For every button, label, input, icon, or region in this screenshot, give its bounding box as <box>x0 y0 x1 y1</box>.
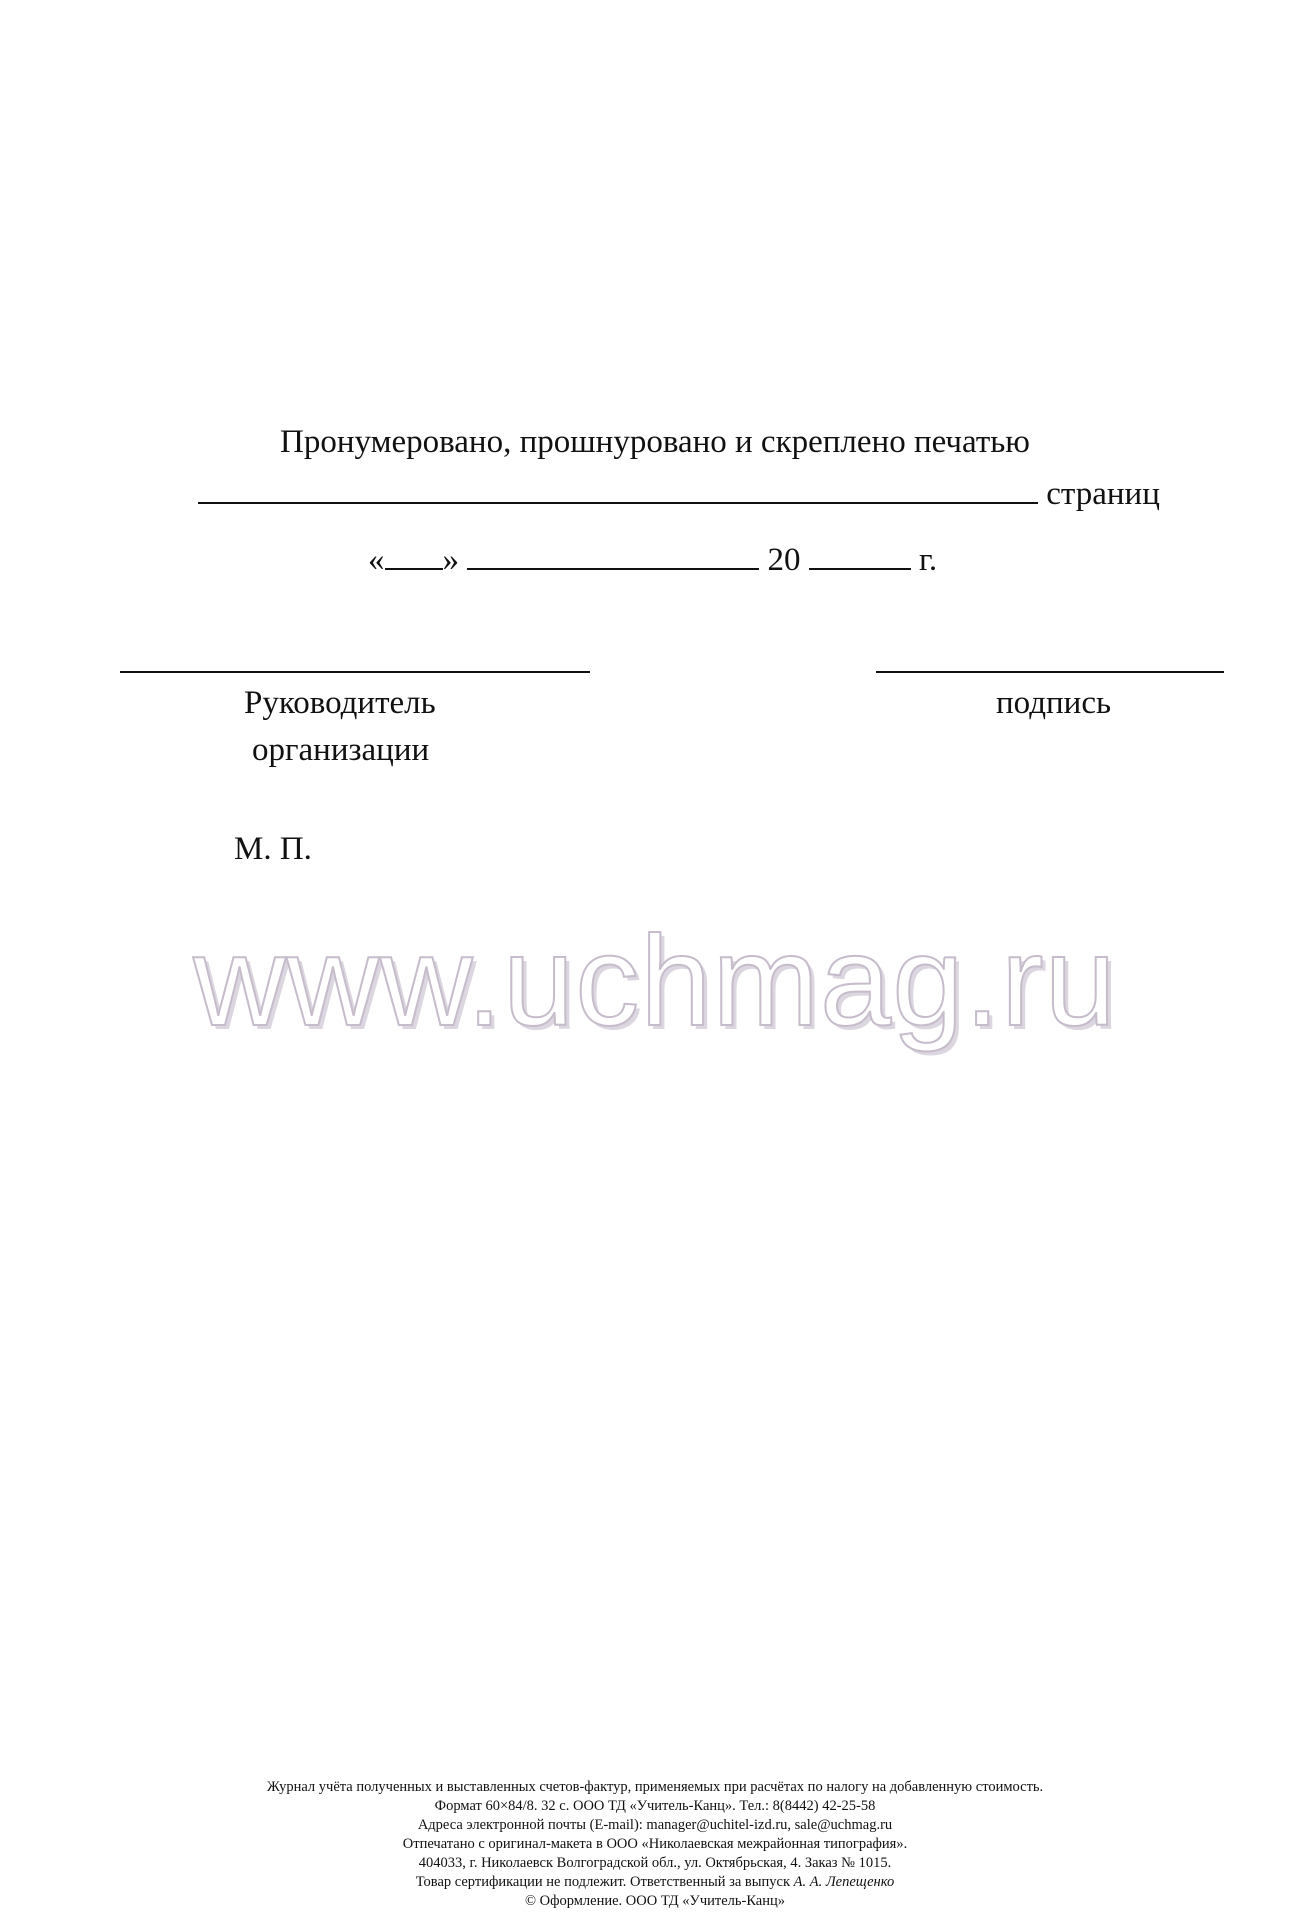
imprint-block <box>0 1778 1310 1911</box>
year-blank <box>809 538 911 570</box>
certification-heading: Пронумеровано, прошнуровано и скреплено печатью <box>280 424 1030 460</box>
signature-line <box>876 671 1224 673</box>
head-label-line1: Руководитель <box>244 685 436 721</box>
head-signature-line <box>120 671 590 673</box>
stamp-place-label: М. П. <box>234 831 312 867</box>
date-line <box>368 538 937 580</box>
imprint-line: © Оформление. ООО ТД «Учитель-Канц» <box>524 1893 786 1909</box>
date-close-quote: » <box>442 542 459 578</box>
year-suffix: г. <box>919 542 938 578</box>
imprint-line: 404033, г. Николаевск Волгоградской обл., ул. Октябрьская, 4. Заказ № 1015. <box>418 1855 892 1871</box>
month-blank <box>467 538 759 570</box>
imprint-line: Журнал учёта полученных и выставленных счетов-фактур, применяемых при расчётах по налогу на добавленную стоимость. <box>266 1779 1044 1795</box>
imprint-line <box>0 1873 1310 1892</box>
imprint-line: Отпечатано с оригинал-макета в ООО «Николаевская межрайонная типография». <box>402 1836 908 1852</box>
day-blank <box>385 538 443 570</box>
year-prefix: 20 <box>767 542 801 578</box>
imprint-responsible-name: А. А. Лепещенко <box>793 1874 895 1890</box>
imprint-line: Адреса электронной почты (E-mail): manager@uchitel-izd.ru, sale@uchmag.ru <box>417 1817 893 1833</box>
pages-word: страниц <box>1046 476 1160 512</box>
page-count-line <box>198 472 1160 514</box>
signature-label: подпись <box>996 685 1112 721</box>
imprint-line: Формат 60×84/8. 32 с. ООО ТД «Учитель-Канц». Тел.: 8(8442) 42-25-58 <box>434 1798 876 1814</box>
imprint-responsible-prefix: Товар сертификации не подлежит. Ответственный за выпуск <box>415 1874 794 1890</box>
page-count-blank <box>198 472 1038 504</box>
date-open-quote: « <box>368 542 385 578</box>
watermark: www.uchmag.ru <box>193 910 1117 1053</box>
head-label-line2: организации <box>252 732 430 768</box>
